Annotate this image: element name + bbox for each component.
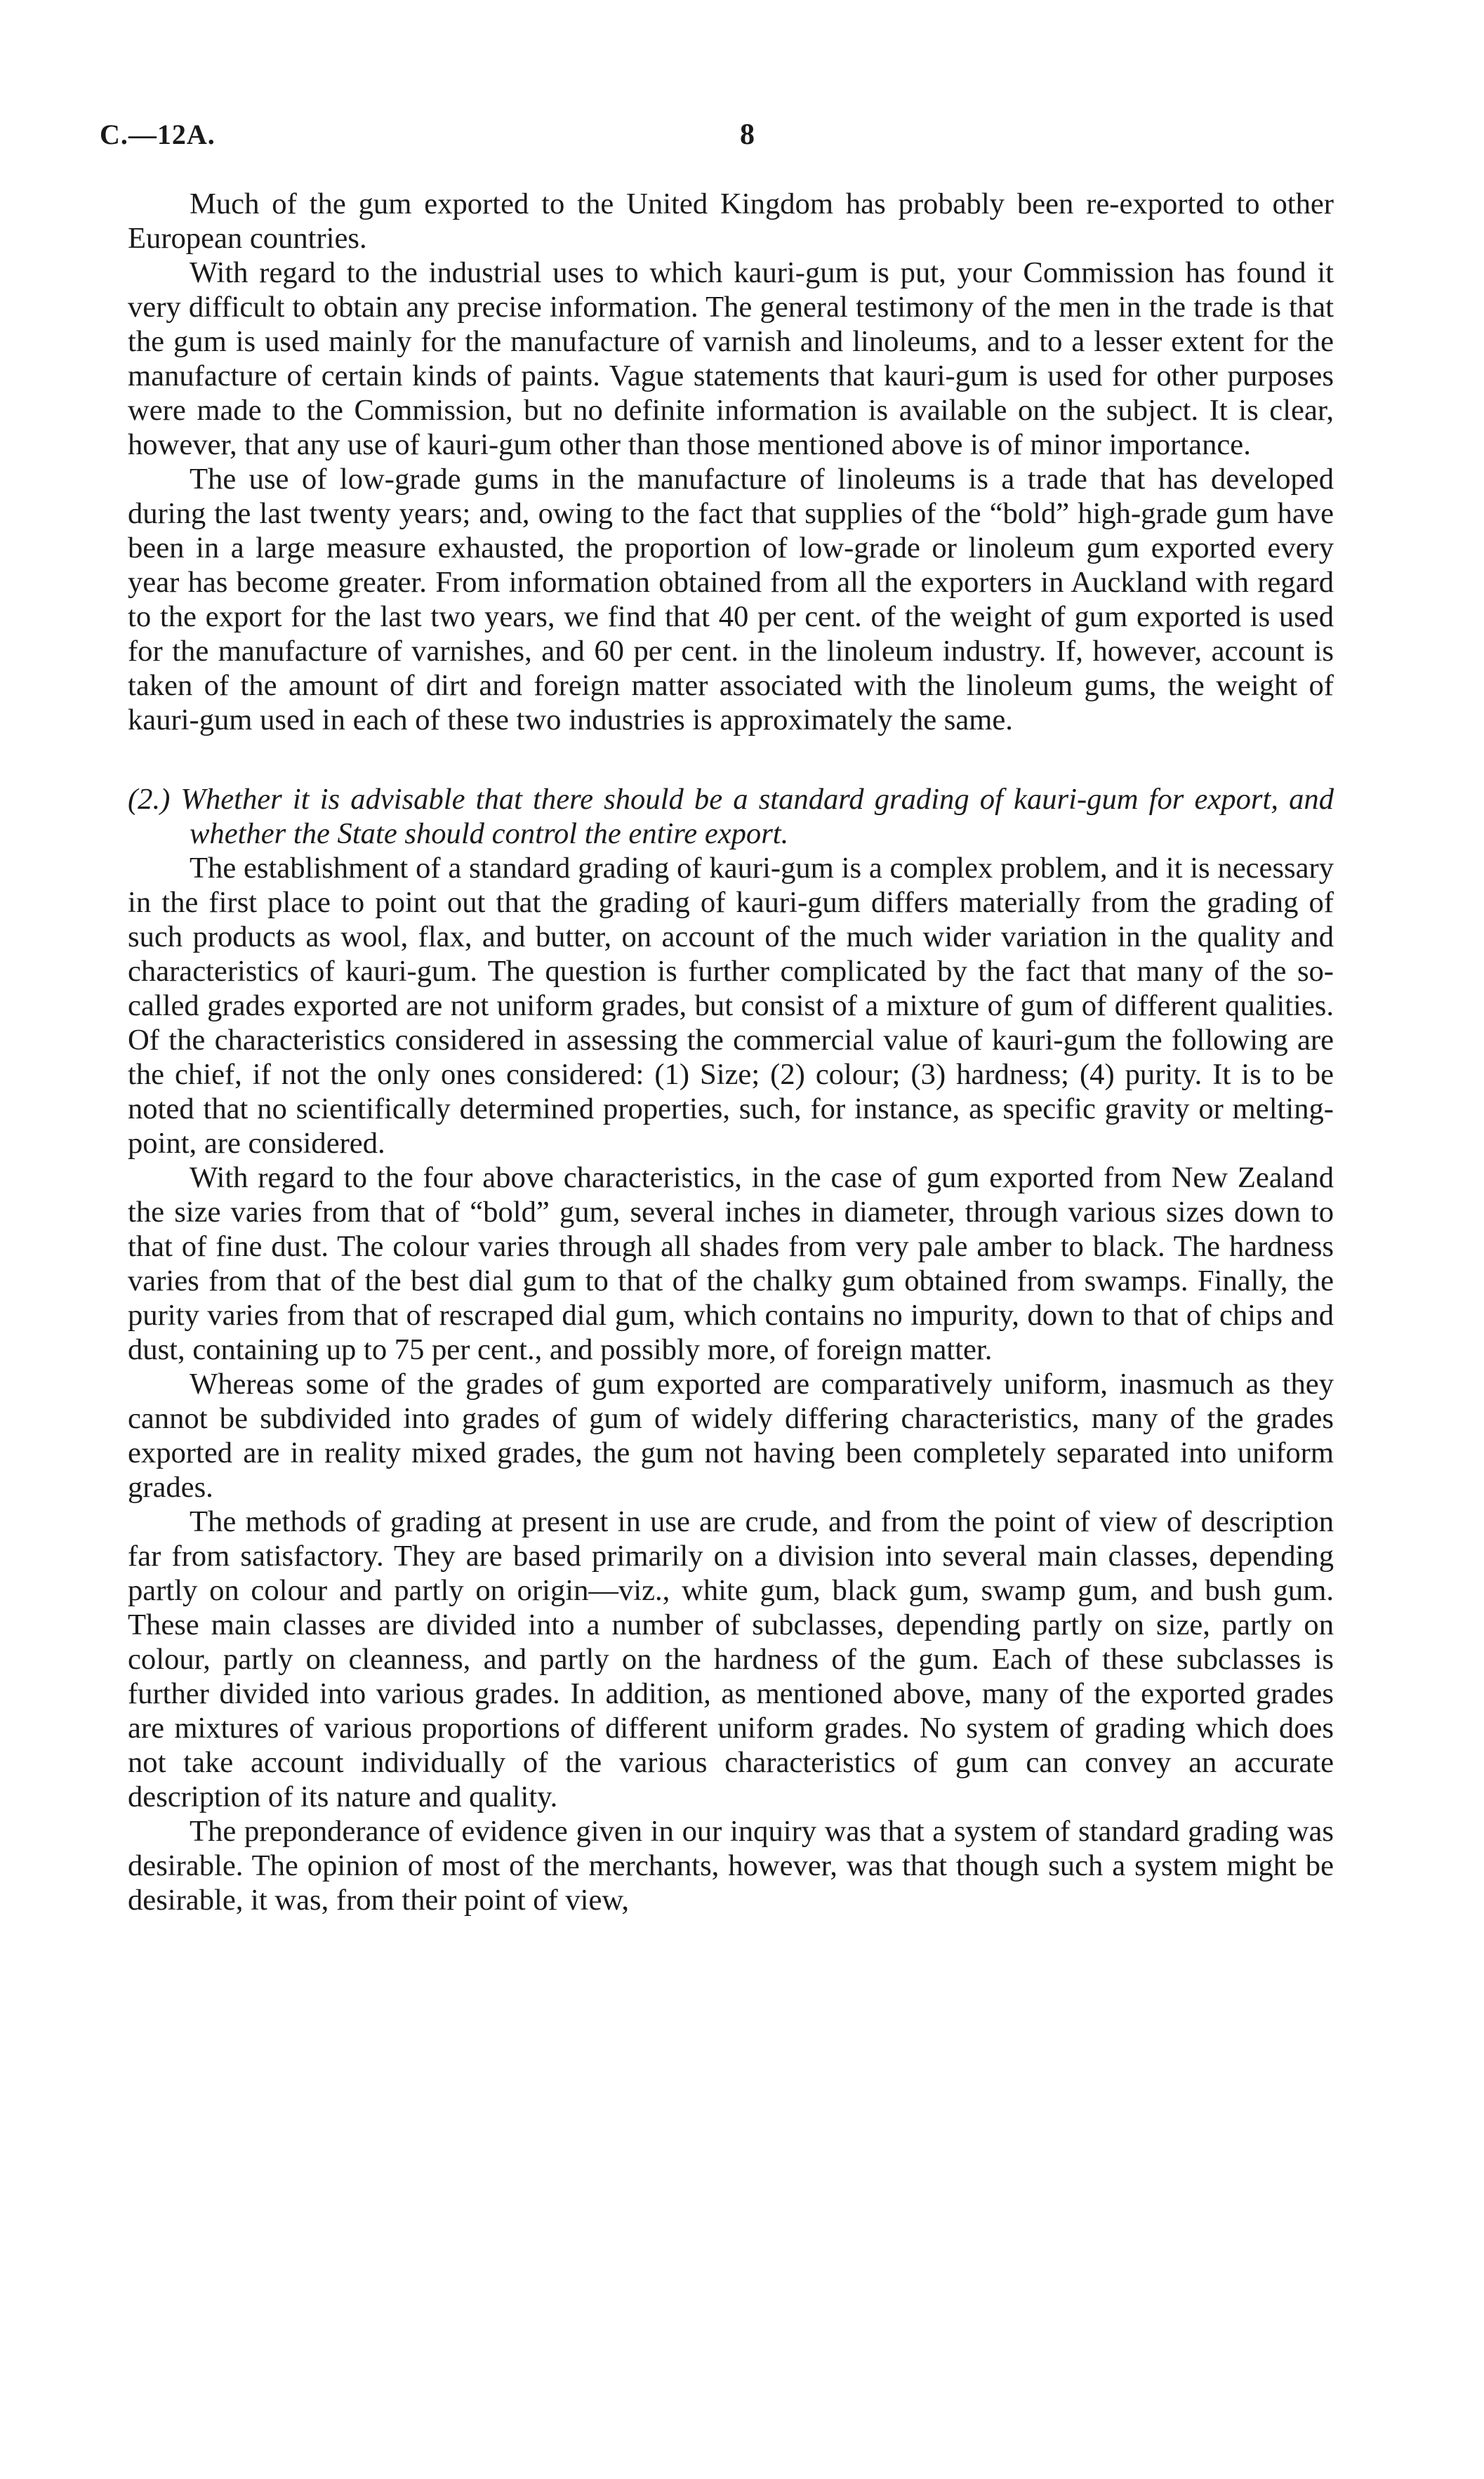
- paragraph: The establishment of a standard grading of kauri-gum is a complex problem, and it is necessary in the first place to point out that the grading of kauri-gum differs materially from the grading of such products as wool, flax, and butter, on account of the much wider variation in the quality and characteristics of kauri-gum. The question is further complicated by the fact that many of the so-called grades exported are not uniform grades, but consist of a mixture of gum of different qualities. Of the characteristics considered in assessing the commercial value of kauri-gum the following are the chief, if not the only ones considered: (1) Size; (2) colour; (3) hardness; (4) purity. It is to be noted that no scientifically determined properties, such, for instance, as specific gravity or melting-point, are considered.: [128, 852, 1334, 1160]
- page-number: 8: [740, 119, 755, 151]
- paragraph: The methods of grading at present in use are crude, and from the point of view of description far from satisfactory. They are based primarily on a division into several main classes, depending partly on colour and partly on origin—viz., white gum, black gum, swamp gum, and bush gum. These main classes are divided into a number of subclasses, depending partly on size, partly on colour, partly on cleanness, and partly on the hardness of the gum. Each of these subclasses is further divided into various grades. In addition, as mentioned above, many of the exported grades are mixtures of various proportions of different uniform grades. No system of grading which does not take account individually of the various characteristics of gum can convey an accurate description of its nature and quality.: [128, 1505, 1334, 1813]
- paragraph: Whereas some of the grades of gum exported are comparatively uniform, inasmuch as they cannot be subdivided into grades of gum of widely differing characteristics, many of the grades exported are in reality mixed grades, the gum not having been completely separated into uniform grades.: [128, 1368, 1334, 1504]
- paragraph: With regard to the four above characteristics, in the case of gum exported from New Zealand the size varies from that of “bold” gum, several inches in diameter, through various sizes down to that of fine dust. The colour varies through all shades from very pale amber to black. The hardness varies from that of the best dial gum to that of the chalky gum obtained from swamps. Finally, the purity varies from that of rescraped dial gum, which contains no impurity, down to that of chips and dust, containing up to 75 per cent., and possibly more, of foreign matter.: [128, 1161, 1334, 1366]
- paragraph: With regard to the industrial uses to which kauri-gum is put, your Commission has found it very difficult to obtain any precise information. The general testimony of the men in the trade is that the gum is used mainly for the manufacture of varnish and linoleums, and to a lesser extent for the manufacture of certain kinds of paints. Vague statements that kauri-gum is used for other purposes were made to the Commission, but no definite information is available on the subject. It is clear, however, that any use of kauri-gum other than those mentioned above is of minor importance.: [128, 256, 1334, 461]
- section-heading: (2.) Whether it is advisable that there should be a standard grading of kauri-gum for export, and whether the State should control the entire export.: [128, 783, 1334, 850]
- document-reference: C.—12A.: [100, 119, 216, 150]
- paragraph: The preponderance of evidence given in our inquiry was that a system of standard grading was desirable. The opinion of most of the merchants, however, was that though such a system might be desirable, it was, from their point of view,: [128, 1815, 1334, 1917]
- paragraph: The use of low-grade gums in the manufacture of linoleums is a trade that has developed during the last twenty years; and, owing to the fact that supplies of the “bold” high-grade gum have been in a large measure exhausted, the proportion of low-grade or linoleum gum exported every year has become greater. From information obtained from all the exporters in Auckland with regard to the export for the last two years, we find that 40 per cent. of the weight of gum exported is used for the manufacture of varnishes, and 60 per cent. in the linoleum industry. If, however, account is taken of the amount of dirt and foreign matter associated with the linoleum gums, the weight of kauri-gum used in each of these two industries is approximately the same.: [128, 463, 1334, 736]
- paragraph: Much of the gum exported to the United Kingdom has probably been re-exported to other European countries.: [128, 187, 1334, 255]
- page-header: [100, 118, 1342, 160]
- body-text: [128, 187, 1334, 1917]
